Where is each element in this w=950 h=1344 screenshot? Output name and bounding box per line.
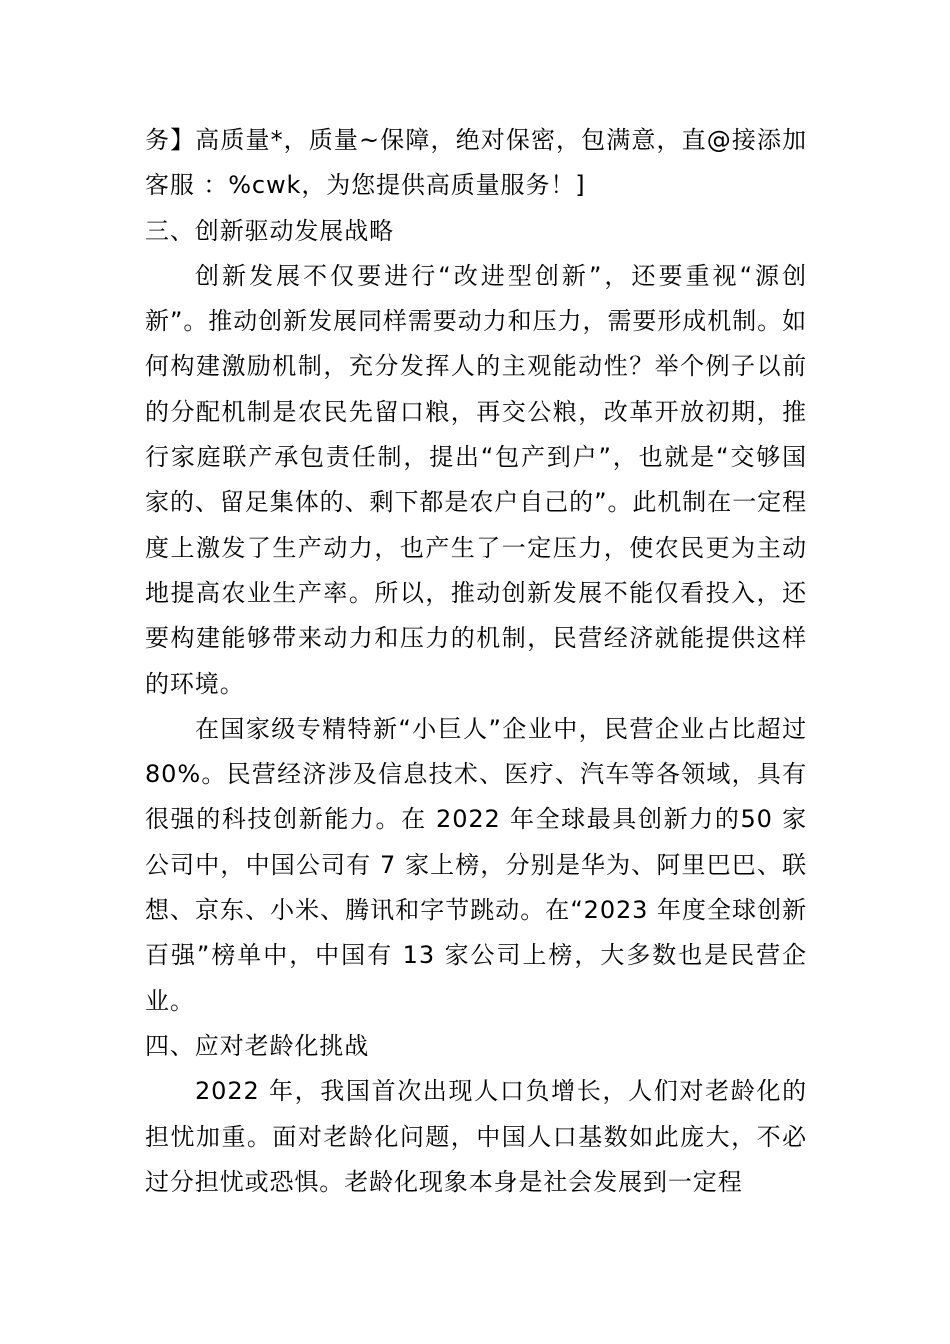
section-heading-aging: 四、应对老龄化挑战 <box>145 1031 370 1060</box>
document-body <box>145 118 807 1205</box>
section-heading-innovation: 三、创新驱动发展战略 <box>145 216 394 245</box>
paragraph-innovation-mechanism: 创新发展不仅要进行“改进型创新”，还要重视“源创新”。推动创新发展同样需要动力和压力，需要形成机制。如何构建激励机制，充分发挥人的主观能动性？举个例子以前的分配机制是农民先留口粮，再交公粮，改革开放初期，推行家庭联产承包责任制，提出“包产到户”，也就是“交够国家的、留足集体的、剩下都是农户自己的”。此机制在一定程度上激发了生产动力，也产生了一定压力，使农民更为主动地提高农业生产率。所以，推动创新发展不能仅看投入，还要构建能够带来动力和压力的机制，民营经济就能提供这样的环境。 <box>145 261 807 698</box>
paragraph-aging: 2022 年，我国首次出现人口负增长，人们对老龄化的担忧加重。面对老龄化问题，中国人口基数如此庞大，不必过分担忧或恐惧。老龄化现象本身是社会发展到一定程 <box>145 1077 807 1196</box>
paragraph-private-enterprise: 在国家级专精特新“小巨人”企业中，民营企业占比超过 80%。民营经济涉及信息技术、医疗、汽车等各领域，具有很强的科技创新能力。在 2022 年全球最具创新力的50 家公司中，中国公司有 7 家上榜，分别是华为、阿里巴巴、联想、京东、小米、腾讯和字节跳动。在“2023 年度全球创新百强”榜单中，中国有 13 家公司上榜，大多数也是民营企业。 <box>145 714 807 1015</box>
paragraph-continued: 务】高质量*，质量~保障，绝对保密，包满意，直@接添加客服 ：%cwk，为您提供高质量服务！] <box>145 126 807 200</box>
